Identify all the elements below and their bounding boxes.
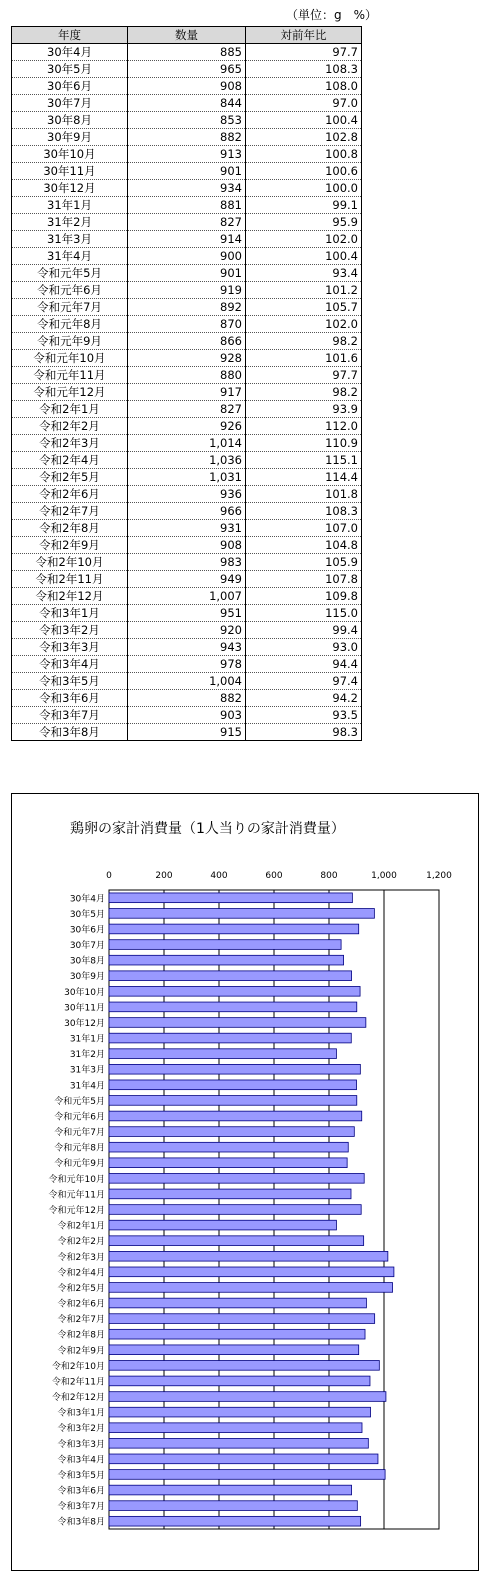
quantity-cell: 951 bbox=[128, 605, 246, 622]
yoy-ratio-cell: 94.2 bbox=[246, 690, 362, 707]
quantity-cell: 931 bbox=[128, 520, 246, 537]
bar bbox=[109, 1142, 348, 1152]
bar bbox=[109, 1407, 371, 1417]
table-row bbox=[12, 265, 362, 282]
bar bbox=[109, 1064, 360, 1074]
quantity-cell: 880 bbox=[128, 367, 246, 384]
period-cell: 令和2年7月 bbox=[12, 503, 128, 520]
bar bbox=[109, 1111, 362, 1121]
quantity-cell: 934 bbox=[128, 180, 246, 197]
y-category-label: 令和2年8月 bbox=[57, 1330, 105, 1341]
y-category-label: 令和2年10月 bbox=[51, 1361, 105, 1372]
yoy-ratio-cell: 101.6 bbox=[246, 350, 362, 367]
bar bbox=[109, 1189, 351, 1199]
bar bbox=[109, 1314, 375, 1324]
chart-frame bbox=[11, 793, 479, 1571]
y-category-label: 30年5月 bbox=[69, 909, 105, 920]
quantity-cell: 892 bbox=[128, 299, 246, 316]
quantity-cell: 901 bbox=[128, 265, 246, 282]
bar bbox=[109, 1205, 361, 1215]
table-row bbox=[12, 129, 362, 146]
y-category-label: 30年6月 bbox=[69, 925, 105, 936]
bar bbox=[109, 986, 360, 996]
table-header-row bbox=[12, 27, 362, 44]
x-tick-label: 1,200 bbox=[426, 871, 452, 881]
table-row bbox=[12, 520, 362, 537]
table-row bbox=[12, 503, 362, 520]
quantity-cell: 914 bbox=[128, 231, 246, 248]
yoy-ratio-cell: 94.4 bbox=[246, 656, 362, 673]
data-table bbox=[11, 26, 361, 741]
table-row bbox=[12, 350, 362, 367]
quantity-cell: 881 bbox=[128, 197, 246, 214]
table-row bbox=[12, 163, 362, 180]
x-tick-label: 800 bbox=[320, 871, 338, 881]
bar bbox=[109, 1267, 394, 1277]
y-category-label: 令和3年4月 bbox=[57, 1455, 105, 1466]
bar bbox=[109, 1158, 347, 1168]
table-row bbox=[12, 588, 362, 605]
y-category-label: 令和3年8月 bbox=[57, 1517, 105, 1528]
y-category-label: 30年9月 bbox=[69, 972, 105, 983]
period-cell: 令和3年2月 bbox=[12, 622, 128, 639]
yoy-ratio-cell: 99.4 bbox=[246, 622, 362, 639]
table-row bbox=[12, 282, 362, 299]
y-category-label: 令和元年5月 bbox=[54, 1096, 105, 1107]
quantity-cell: 1,036 bbox=[128, 452, 246, 469]
period-cell: 令和2年1月 bbox=[12, 401, 128, 418]
y-category-label: 令和2年4月 bbox=[57, 1268, 105, 1279]
table-row bbox=[12, 656, 362, 673]
header-yoy-ratio: 対前年比 bbox=[246, 27, 362, 44]
quantity-cell: 908 bbox=[128, 537, 246, 554]
period-cell: 令和3年8月 bbox=[12, 724, 128, 741]
period-cell: 令和元年6月 bbox=[12, 282, 128, 299]
y-category-label: 31年3月 bbox=[69, 1065, 105, 1076]
bar bbox=[109, 1236, 364, 1246]
period-cell: 令和3年3月 bbox=[12, 639, 128, 656]
period-cell: 30年7月 bbox=[12, 95, 128, 112]
y-category-label: 30年11月 bbox=[64, 1003, 105, 1014]
yoy-ratio-cell: 108.3 bbox=[246, 61, 362, 78]
table-row bbox=[12, 571, 362, 588]
y-category-label: 31年1月 bbox=[69, 1034, 105, 1045]
y-category-label: 令和2年5月 bbox=[57, 1283, 105, 1294]
quantity-cell: 943 bbox=[128, 639, 246, 656]
yoy-ratio-cell: 93.5 bbox=[246, 707, 362, 724]
quantity-cell: 866 bbox=[128, 333, 246, 350]
bar bbox=[109, 893, 352, 903]
bar bbox=[109, 955, 344, 965]
y-category-label: 令和2年2月 bbox=[57, 1237, 105, 1248]
yoy-ratio-cell: 101.8 bbox=[246, 486, 362, 503]
y-category-label: 令和2年1月 bbox=[57, 1221, 105, 1232]
table-row bbox=[12, 180, 362, 197]
period-cell: 30年6月 bbox=[12, 78, 128, 95]
table-row bbox=[12, 639, 362, 656]
table-row bbox=[12, 367, 362, 384]
y-category-label: 30年8月 bbox=[69, 956, 105, 967]
table-row bbox=[12, 248, 362, 265]
period-cell: 令和元年11月 bbox=[12, 367, 128, 384]
yoy-ratio-cell: 112.0 bbox=[246, 418, 362, 435]
y-category-label: 30年10月 bbox=[64, 987, 105, 998]
bar bbox=[109, 1002, 357, 1012]
period-cell: 令和元年5月 bbox=[12, 265, 128, 282]
quantity-cell: 913 bbox=[128, 146, 246, 163]
yoy-ratio-cell: 102.0 bbox=[246, 316, 362, 333]
period-cell: 令和2年5月 bbox=[12, 469, 128, 486]
yoy-ratio-cell: 93.0 bbox=[246, 639, 362, 656]
bar bbox=[109, 1454, 378, 1464]
yoy-ratio-cell: 93.9 bbox=[246, 401, 362, 418]
x-tick-label: 1,000 bbox=[371, 871, 397, 881]
bar bbox=[109, 1423, 362, 1433]
quantity-cell: 901 bbox=[128, 163, 246, 180]
bar bbox=[109, 1283, 393, 1293]
period-cell: 30年12月 bbox=[12, 180, 128, 197]
yoy-ratio-cell: 110.9 bbox=[246, 435, 362, 452]
quantity-cell: 882 bbox=[128, 129, 246, 146]
y-category-label: 30年12月 bbox=[64, 1018, 105, 1029]
table-row bbox=[12, 418, 362, 435]
quantity-cell: 949 bbox=[128, 571, 246, 588]
period-cell: 令和3年7月 bbox=[12, 707, 128, 724]
y-category-label: 令和2年6月 bbox=[57, 1299, 105, 1310]
y-category-label: 31年4月 bbox=[69, 1081, 105, 1092]
table-row bbox=[12, 469, 362, 486]
period-cell: 30年10月 bbox=[12, 146, 128, 163]
period-cell: 30年5月 bbox=[12, 61, 128, 78]
yoy-ratio-cell: 97.4 bbox=[246, 673, 362, 690]
period-cell: 31年3月 bbox=[12, 231, 128, 248]
table-row bbox=[12, 622, 362, 639]
bar bbox=[109, 1485, 352, 1495]
table-row bbox=[12, 112, 362, 129]
quantity-cell: 827 bbox=[128, 401, 246, 418]
period-cell: 令和2年9月 bbox=[12, 537, 128, 554]
yoy-ratio-cell: 115.1 bbox=[246, 452, 362, 469]
period-cell: 令和2年11月 bbox=[12, 571, 128, 588]
table-row bbox=[12, 554, 362, 571]
bar bbox=[109, 1470, 385, 1480]
bar bbox=[109, 1516, 361, 1526]
table-row bbox=[12, 486, 362, 503]
yoy-ratio-cell: 105.7 bbox=[246, 299, 362, 316]
quantity-cell: 978 bbox=[128, 656, 246, 673]
period-cell: 30年4月 bbox=[12, 44, 128, 61]
y-category-label: 令和元年10月 bbox=[48, 1174, 105, 1185]
yoy-ratio-cell: 100.4 bbox=[246, 248, 362, 265]
period-cell: 令和2年10月 bbox=[12, 554, 128, 571]
y-category-label: 令和元年11月 bbox=[48, 1190, 105, 1201]
quantity-cell: 870 bbox=[128, 316, 246, 333]
yoy-ratio-cell: 108.0 bbox=[246, 78, 362, 95]
quantity-cell: 885 bbox=[128, 44, 246, 61]
y-category-label: 令和3年7月 bbox=[57, 1502, 105, 1513]
table-row bbox=[12, 724, 362, 741]
quantity-cell: 920 bbox=[128, 622, 246, 639]
bar bbox=[109, 1251, 388, 1261]
period-cell: 30年8月 bbox=[12, 112, 128, 129]
yoy-ratio-cell: 114.4 bbox=[246, 469, 362, 486]
table-row bbox=[12, 537, 362, 554]
bar bbox=[109, 1033, 351, 1043]
period-cell: 令和2年3月 bbox=[12, 435, 128, 452]
yoy-ratio-cell: 115.0 bbox=[246, 605, 362, 622]
quantity-cell: 1,007 bbox=[128, 588, 246, 605]
y-category-label: 令和3年1月 bbox=[57, 1408, 105, 1419]
quantity-cell: 1,031 bbox=[128, 469, 246, 486]
table-row bbox=[12, 384, 362, 401]
yoy-ratio-cell: 95.9 bbox=[246, 214, 362, 231]
table-row bbox=[12, 690, 362, 707]
bar bbox=[109, 1438, 368, 1448]
bar bbox=[109, 1049, 336, 1059]
yoy-ratio-cell: 107.8 bbox=[246, 571, 362, 588]
y-category-label: 令和2年7月 bbox=[57, 1315, 105, 1326]
bar bbox=[109, 1376, 370, 1386]
quantity-cell: 827 bbox=[128, 214, 246, 231]
yoy-ratio-cell: 105.9 bbox=[246, 554, 362, 571]
y-category-label: 令和元年12月 bbox=[48, 1206, 105, 1216]
yoy-ratio-cell: 104.8 bbox=[246, 537, 362, 554]
y-category-label: 令和2年3月 bbox=[57, 1252, 105, 1263]
yoy-ratio-cell: 98.3 bbox=[246, 724, 362, 741]
quantity-cell: 983 bbox=[128, 554, 246, 571]
y-category-label: 令和元年7月 bbox=[54, 1128, 105, 1139]
y-category-label: 令和元年6月 bbox=[54, 1112, 105, 1123]
period-cell: 令和元年9月 bbox=[12, 333, 128, 350]
table-row bbox=[12, 78, 362, 95]
bar bbox=[109, 1018, 366, 1028]
quantity-cell: 919 bbox=[128, 282, 246, 299]
bar bbox=[109, 1220, 336, 1230]
bar bbox=[109, 1361, 379, 1371]
quantity-cell: 936 bbox=[128, 486, 246, 503]
table-row bbox=[12, 146, 362, 163]
quantity-cell: 903 bbox=[128, 707, 246, 724]
period-cell: 31年4月 bbox=[12, 248, 128, 265]
y-category-label: 令和2年11月 bbox=[51, 1377, 105, 1388]
x-tick-label: 0 bbox=[106, 871, 112, 881]
y-category-label: 31年2月 bbox=[69, 1050, 105, 1061]
period-cell: 令和2年8月 bbox=[12, 520, 128, 537]
bar bbox=[109, 1345, 359, 1355]
bar bbox=[109, 1096, 357, 1106]
quantity-cell: 915 bbox=[128, 724, 246, 741]
table-row bbox=[12, 44, 362, 61]
period-cell: 30年9月 bbox=[12, 129, 128, 146]
bar bbox=[109, 1298, 366, 1308]
quantity-cell: 965 bbox=[128, 61, 246, 78]
y-category-label: 令和2年12月 bbox=[51, 1393, 105, 1404]
period-cell: 30年11月 bbox=[12, 163, 128, 180]
bar-chart bbox=[12, 794, 478, 1570]
y-category-label: 令和3年3月 bbox=[57, 1439, 105, 1450]
x-tick-label: 200 bbox=[155, 871, 173, 881]
yoy-ratio-cell: 98.2 bbox=[246, 333, 362, 350]
y-category-label: 令和元年9月 bbox=[54, 1159, 105, 1170]
quantity-cell: 917 bbox=[128, 384, 246, 401]
table-row bbox=[12, 401, 362, 418]
quantity-cell: 1,014 bbox=[128, 435, 246, 452]
yoy-ratio-cell: 97.7 bbox=[246, 44, 362, 61]
yoy-ratio-cell: 97.7 bbox=[246, 367, 362, 384]
quantity-cell: 908 bbox=[128, 78, 246, 95]
yoy-ratio-cell: 100.6 bbox=[246, 163, 362, 180]
y-category-label: 30年7月 bbox=[69, 941, 105, 952]
yoy-ratio-cell: 108.3 bbox=[246, 503, 362, 520]
quantity-cell: 882 bbox=[128, 690, 246, 707]
table-row bbox=[12, 299, 362, 316]
quantity-cell: 853 bbox=[128, 112, 246, 129]
table-row bbox=[12, 316, 362, 333]
yoy-ratio-cell: 100.8 bbox=[246, 146, 362, 163]
table-row bbox=[12, 605, 362, 622]
yoy-ratio-cell: 102.0 bbox=[246, 231, 362, 248]
table-row bbox=[12, 231, 362, 248]
period-cell: 令和2年4月 bbox=[12, 452, 128, 469]
bar bbox=[109, 940, 341, 950]
yoy-ratio-cell: 100.4 bbox=[246, 112, 362, 129]
quantity-cell: 966 bbox=[128, 503, 246, 520]
yoy-ratio-cell: 107.0 bbox=[246, 520, 362, 537]
yoy-ratio-cell: 97.0 bbox=[246, 95, 362, 112]
bar bbox=[109, 924, 359, 934]
quantity-cell: 1,004 bbox=[128, 673, 246, 690]
table-row bbox=[12, 435, 362, 452]
table-row bbox=[12, 214, 362, 231]
period-cell: 令和3年6月 bbox=[12, 690, 128, 707]
bar bbox=[109, 1501, 357, 1511]
yoy-ratio-cell: 99.1 bbox=[246, 197, 362, 214]
quantity-cell: 926 bbox=[128, 418, 246, 435]
bar bbox=[109, 909, 374, 919]
y-category-label: 30年4月 bbox=[69, 894, 105, 905]
y-category-label: 令和3年5月 bbox=[57, 1470, 105, 1481]
x-tick-label: 400 bbox=[210, 871, 228, 881]
quantity-cell: 844 bbox=[128, 95, 246, 112]
yoy-ratio-cell: 100.0 bbox=[246, 180, 362, 197]
period-cell: 令和元年10月 bbox=[12, 350, 128, 367]
y-category-label: 令和2年9月 bbox=[57, 1346, 105, 1357]
table-row bbox=[12, 95, 362, 112]
table-row bbox=[12, 707, 362, 724]
yoy-ratio-cell: 93.4 bbox=[246, 265, 362, 282]
bar bbox=[109, 1080, 357, 1090]
header-period: 年度 bbox=[12, 27, 128, 44]
quantity-cell: 928 bbox=[128, 350, 246, 367]
unit-note: （単位：g %） bbox=[286, 8, 378, 22]
period-cell: 令和2年12月 bbox=[12, 588, 128, 605]
period-cell: 令和2年2月 bbox=[12, 418, 128, 435]
table-row bbox=[12, 197, 362, 214]
period-cell: 令和3年1月 bbox=[12, 605, 128, 622]
x-tick-label: 600 bbox=[265, 871, 283, 881]
period-cell: 令和元年12月 bbox=[12, 384, 128, 401]
chart-title: 鶏卵の家計消費量（1人当りの家計消費量） bbox=[70, 821, 345, 837]
period-cell: 令和3年5月 bbox=[12, 673, 128, 690]
table-row bbox=[12, 452, 362, 469]
period-cell: 令和3年4月 bbox=[12, 656, 128, 673]
yoy-ratio-cell: 101.2 bbox=[246, 282, 362, 299]
bar bbox=[109, 1173, 364, 1183]
period-cell: 31年1月 bbox=[12, 197, 128, 214]
table-row bbox=[12, 673, 362, 690]
bar bbox=[109, 1329, 365, 1339]
y-category-label: 令和3年2月 bbox=[57, 1424, 105, 1435]
quantity-cell: 900 bbox=[128, 248, 246, 265]
period-cell: 令和元年7月 bbox=[12, 299, 128, 316]
table-row bbox=[12, 61, 362, 78]
yoy-ratio-cell: 109.8 bbox=[246, 588, 362, 605]
bar bbox=[109, 971, 352, 981]
yoy-ratio-cell: 102.8 bbox=[246, 129, 362, 146]
table-row bbox=[12, 333, 362, 350]
y-category-label: 令和元年8月 bbox=[54, 1143, 105, 1154]
yoy-ratio-cell: 98.2 bbox=[246, 384, 362, 401]
bar bbox=[109, 1392, 386, 1402]
bar bbox=[109, 1127, 354, 1137]
y-category-label: 令和3年6月 bbox=[57, 1486, 105, 1497]
period-cell: 31年2月 bbox=[12, 214, 128, 231]
period-cell: 令和元年8月 bbox=[12, 316, 128, 333]
header-quantity: 数量 bbox=[128, 27, 246, 44]
period-cell: 令和2年6月 bbox=[12, 486, 128, 503]
